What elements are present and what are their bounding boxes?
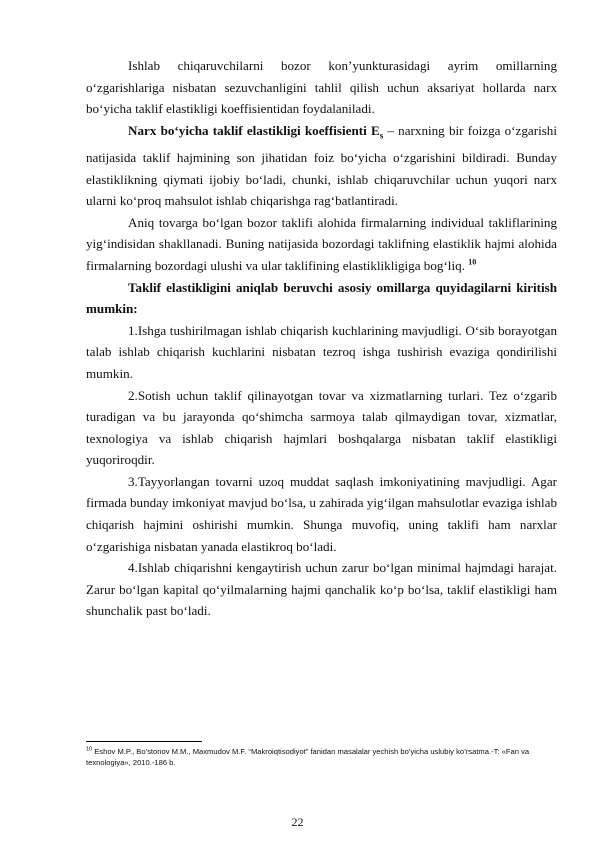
definition-text: – narxning bir foizga o‘zgarishi natijasida taklif hajmining son jihatidan foiz bo‘yicha o‘zgarishini bildiradi. Bunday elastiklikning qiymati ijobiy bo‘ladi, chunki, ishlab chiqaruvchilar uchun yuqori narx ularni ko‘proq mahsulot ishlab chiqarishga rag‘batlantiradi. xyxy=(86,122,557,209)
definition-subscript: s xyxy=(379,130,384,141)
paragraph-3-text: Aniq tovarga bo‘lgan bozor taklifi alohida firmalarning individual takliflarining yig‘indisidan shakllanadi. Buning natijasida bozordagi taklifning elastiklik hajmi alohida firmalarning bozordagi ulushi va ular taklifining elastiklikligiga bog‘liq. xyxy=(86,214,557,273)
paragraph-3 xyxy=(86,212,557,277)
list-item-3: 3.Tayyorlangan tovarni uzoq muddat saqlash imkoniyatining mavjudligi. Agar firmada bunday imkoniyat mavjud bo‘lsa, u zahirada yig‘ilgan mahsulotlar evaziga ishlab chiqarish hajmini oshirishi mumkin. Shunga muvofiq, uning taklifi ham narxlar o‘zgarishiga nisbatan yanada elastikroq bo‘ladi. xyxy=(86,473,557,554)
list-item-1: 1.Ishga tushirilmagan ishlab chiqarish kuchlarining mavjudligi. O‘sib borayotgan talab ishlab chiqarish kuchlarini nisbatan tezroq ishga tushirish evaziga qondirilishi mumkin. xyxy=(86,322,557,381)
page-number: 22 xyxy=(291,815,304,829)
paragraph-2 xyxy=(86,120,557,212)
footnote xyxy=(86,746,557,768)
footnote-number: 10 xyxy=(86,746,93,753)
document-body xyxy=(86,55,557,622)
section-heading: Taklif elastikligini aniqlab beruvchi asosiy omillarga quyidagilarni kiritish mumkin: xyxy=(86,279,557,317)
footnote-reference[interactable]: 10 xyxy=(468,257,477,267)
footnote-divider xyxy=(86,741,202,742)
footnote-text: Eshov M.P., Bo’stonov M.M., Maxmudov M.F. “Makroiqtisodiyot” fanidan masalalar yechish bo’yicha uslubiy ko’rsatma.-T: «Fan va texnologiya», 2010.-186 b. xyxy=(86,747,530,767)
list-item-2: 2.Sotish uchun taklif qilinayotgan tovar va xizmatlarning turlari. Tez o‘zgarib turadigan va bu jarayonda qo‘shimcha sarmoya talab qilmaydigan tovar, xizmatlar, texnologiya va ishlab chiqarish hajmlari boshqalarga nisbatan taklif elastikligi yuqoriroqdir. xyxy=(86,387,557,468)
paragraph-1: Ishlab chiqaruvchilarni bozor kon’yunkturasidagi ayrim omillarning o‘zgarishlariga nisbatan sezuvchanligini tahlil qilish uchun aksariyat hollarda narx bo‘yicha taklif elastikligi koeffisientidan foydalaniladi. xyxy=(86,58,557,117)
definition-term: Narx bo‘yicha taklif elastikligi koeffisienti E xyxy=(128,122,380,138)
list-item-4: 4.Ishlab chiqarishni kengaytirish uchun zarur bo‘lgan minimal hajmdagi harajat. Zarur bo‘lgan kapital qo‘yilmalarning hajmi qanchalik ko‘p bo‘lsa, taklif elastikligi ham shunchalik past bo‘ladi. xyxy=(86,560,557,619)
